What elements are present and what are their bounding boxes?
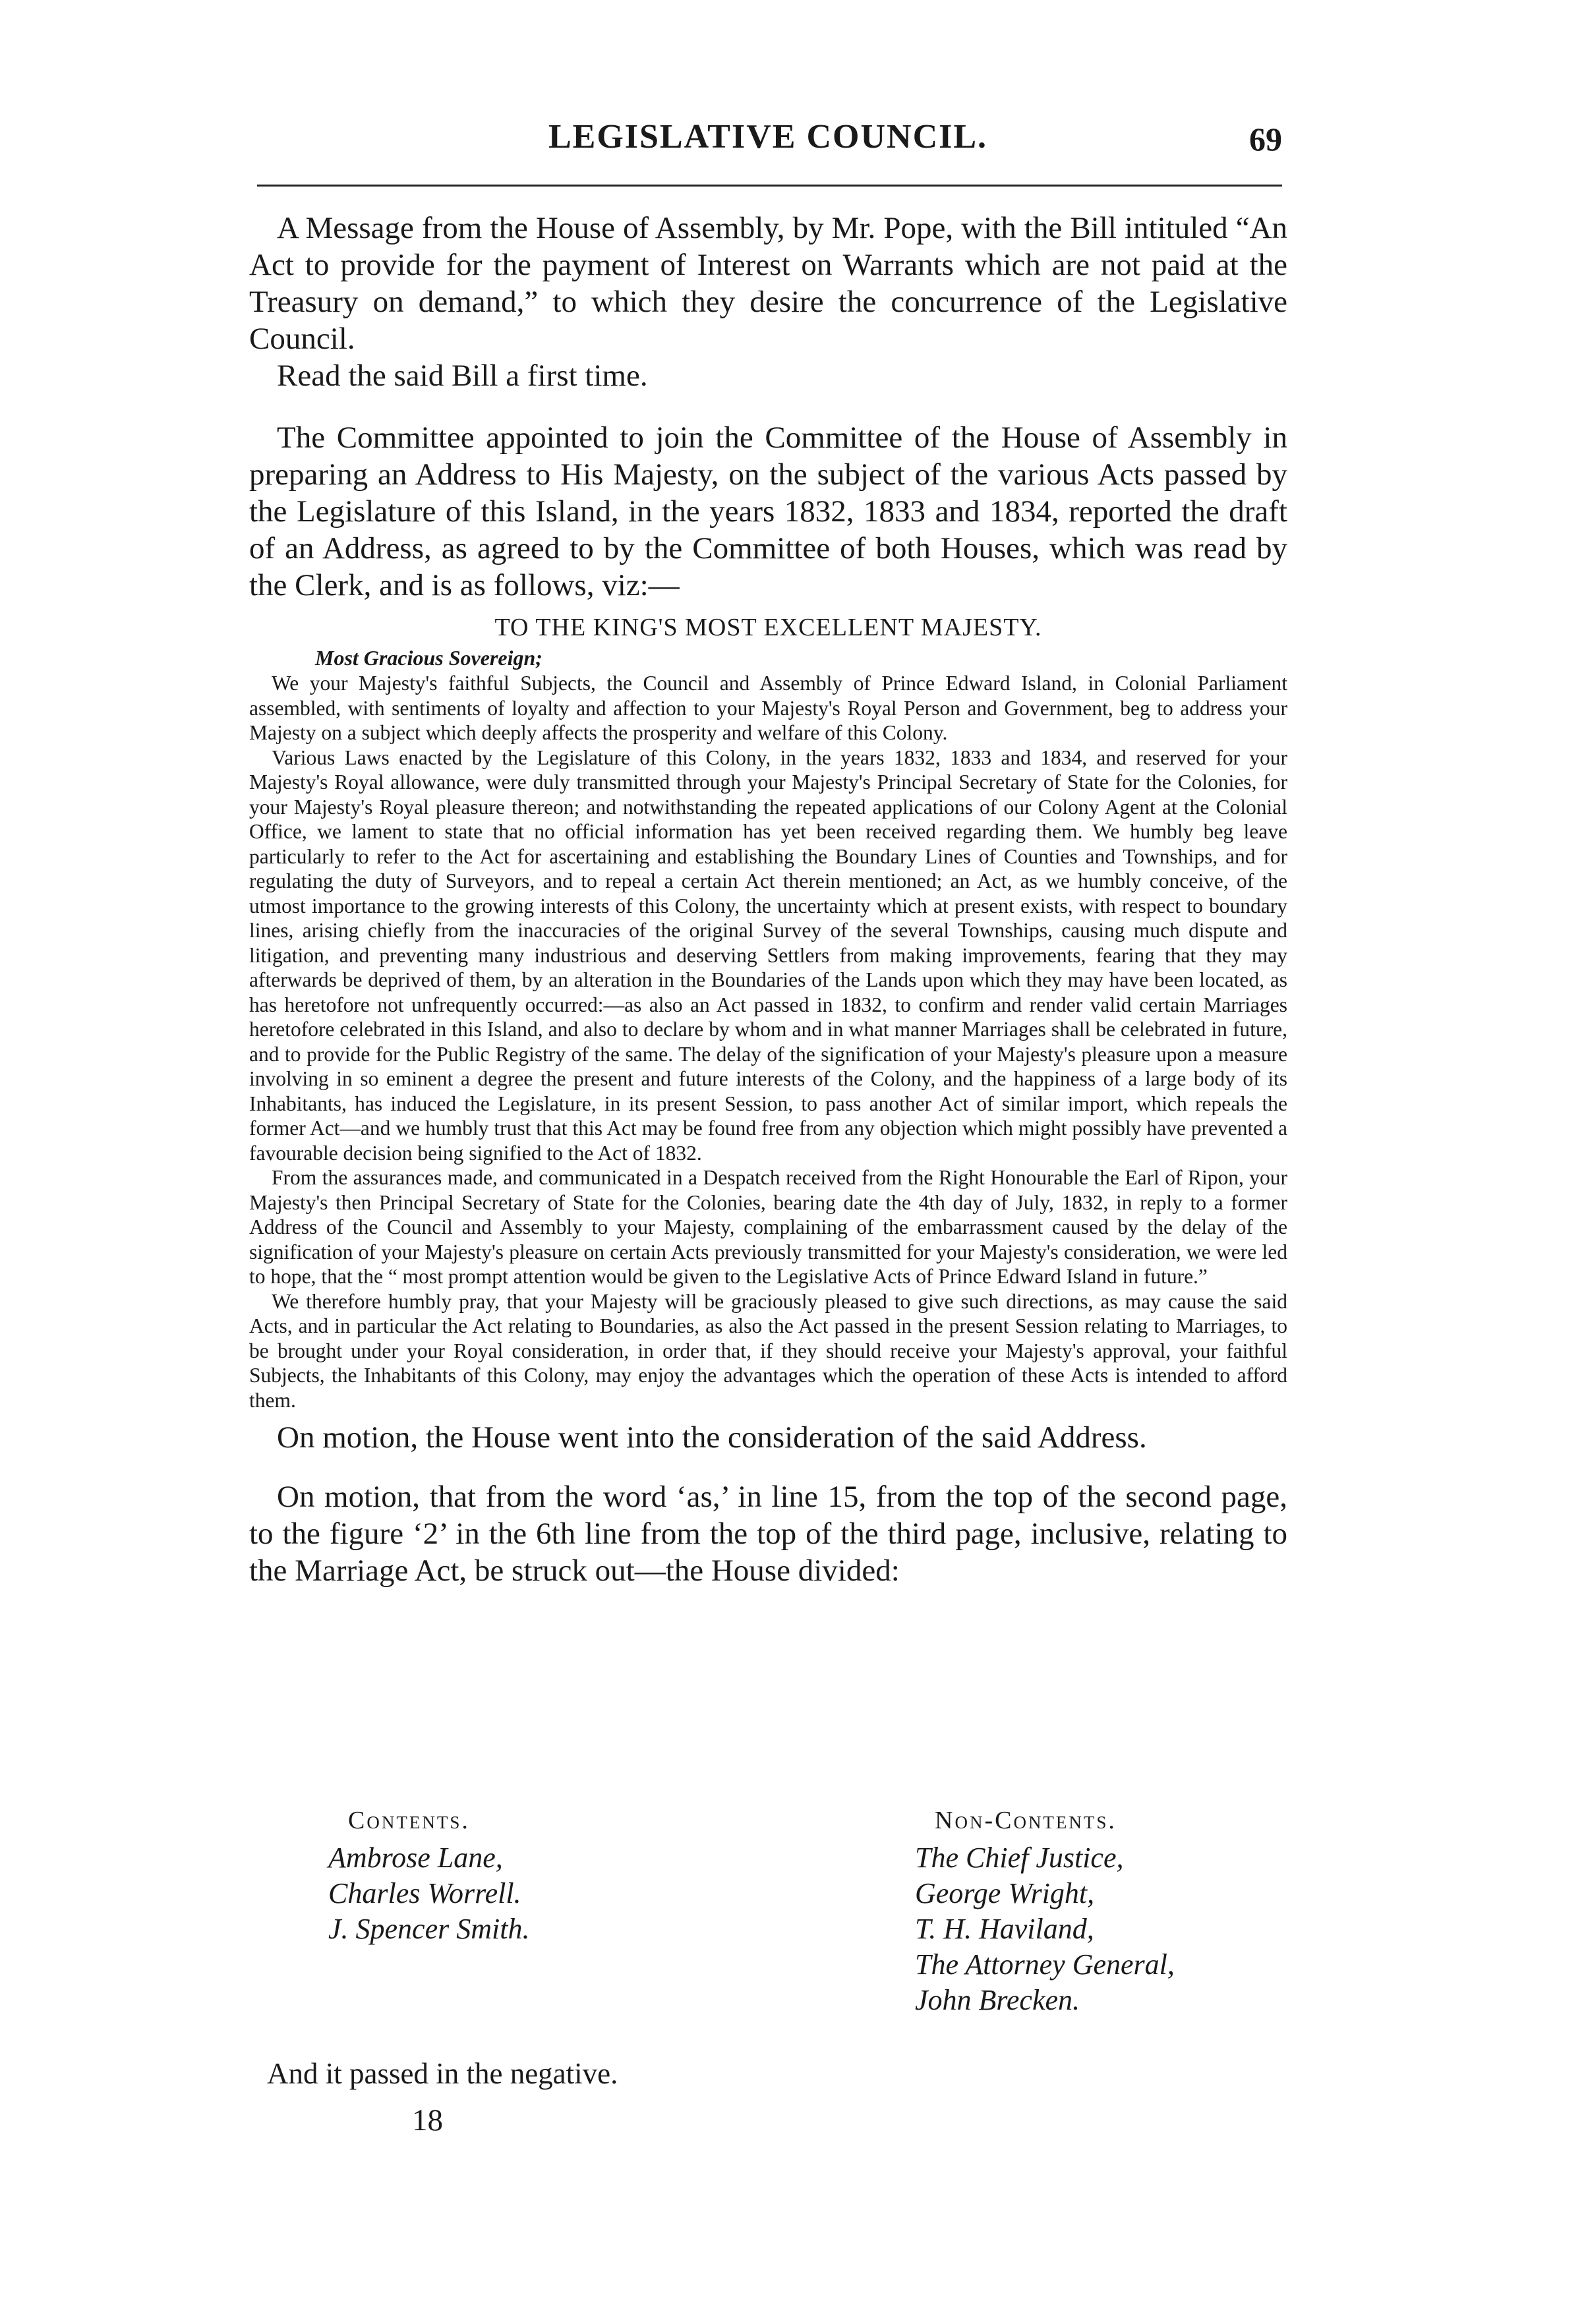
address-paragraph-1: We your Majesty's faithful Subjects, the Council and Assembly of Prince Edward Island, in Colonial Parliament assembled, with sentiments of loyalty and affection to your Majesty's Royal Person and Government, beg to address your Majesty on a subject which deeply affects the prosperity and welfare of this Colony.: [249, 672, 1287, 744]
strike-out-motion: On motion, that from the word ‘as,’ in line 15, from the top of the second page, to the figure ‘2’ in the 6th line from the top of the third page, inclusive, relating to the Marriage Act, be struck out—the House divided:: [249, 1480, 1287, 1588]
non-contents-name: The Chief Justice,: [915, 1842, 1124, 1874]
address-heading: TO THE KING'S MOST EXCELLENT MAJESTY.: [494, 614, 1042, 641]
address-paragraph-4: We therefore humbly pray, that your Majesty will be graciously pleased to give such directions, as may cause the said Acts, and in particular the Act relating to Boundaries, as also the Act passed in the present Session relating to Marriages, to be brought under your Royal consideration, in order that, if they should receive your Majesty's approval, your faithful Subjects, the Inhabitants of this Colony, may enjoy the advantages which the operation of these Acts is intended to afford them.: [249, 1289, 1287, 1412]
address-paragraph-3: From the assurances made, and communicated in a Despatch received from the Right Honourable the Earl of Ripon, your Majesty's then Principal Secretary of State for the Colonies, bearing date the 4th day of July, 1832, in reply to a former Address of the Council and Assembly to your Majesty, complaining of the embarrassment caused by the delay of the signification of your Majesty's pleasure on certain Acts previously transmitted for your Majesty's consideration, we were led to hope, that the “ most prompt attention would be given to the Legislative Acts of Prince Edward Island in future.”: [249, 1166, 1287, 1288]
division-list: [249, 1806, 1287, 2016]
committee-paragraph: The Committee appointed to join the Committee of the House of Assembly in preparing an Address to His Majesty, on the subject of the various Acts passed by the Legislature of this Island, in the years 1832, 1833 and 1834, reported the draft of an Address, as agreed to by the Committee of both Houses, which was read by the Clerk, and is as follows, viz:—: [249, 421, 1287, 602]
non-contents-name: John Brecken.: [915, 1984, 1080, 2016]
non-contents-name: The Attorney General,: [915, 1948, 1175, 1981]
page-header: [254, 117, 1282, 170]
signature-mark: 18: [412, 2103, 443, 2137]
non-contents-heading: Non-Contents.: [935, 1807, 1117, 1834]
non-contents-name: George Wright,: [915, 1877, 1095, 1909]
closing-line: And it passed in the negative.: [267, 2057, 618, 2090]
consideration-motion: On motion, the House went into the consideration of the said Address.: [277, 1420, 1147, 1455]
contents-name: Charles Worrell.: [328, 1877, 521, 1909]
message-paragraph: A Message from the House of Assembly, by Mr. Pope, with the Bill intituled “An Act to provide for the payment of Interest on Warrants which are not paid at the Treasury on demand,” to which they desire the concurrence of the Legislative Council.: [249, 211, 1287, 356]
address-salutation: Most Gracious Sovereign;: [315, 646, 543, 670]
contents-name: Ambrose Lane,: [328, 1842, 503, 1874]
header-rule: [257, 185, 1282, 187]
address-paragraph-2: Various Laws enacted by the Legislature of this Colony, in the years 1832, 1833 and 1834, and reserved for your Majesty's Royal allowance, were duly transmitted through your Majesty's Principal Secretary of State for the Colonies, for your Majesty's Royal pleasure thereon; and notwithstanding the repeated applications of our Colony Agent at the Colonial Office, we lament to state that no official information has yet been received regarding them. We humbly beg leave particularly to refer to the Act for ascertaining and establishing the Boundary Lines of Counties and Townships, and for regulating the duty of Surveyors, and to repeal a certain Act therein mentioned; an Act, as we humbly conceive, of the utmost importance to the growing interests of this Colony, the uncertainty which at present exists, with respect to boundary lines, arising chiefly from the inaccuracies of the original Survey of the several Townships, causing much dispute and litigation, and preventing many industrious and deserving Settlers from making improvements, fearing that they may afterwards be deprived of them, by an alteration in the Boundaries of the Lands upon which they may have been located, as has heretofore not unfrequently occurred:—as also an Act passed in 1832, to confirm and render valid certain Marriages heretofore celebrated in this Island, and also to declare by whom and in what manner Marriages shall be celebrated in future, and to provide for the Public Registry of the same. The delay of the signification of your Majesty's pleasure upon a measure involving in so eminent a degree the present and future interests of the Colony, and the happiness of a large body of its Inhabitants, has induced the Legislature, in its present Session, to pass another Act of similar import, which repeals the former Act—and we humbly trust that this Act may be found free from any objection which might possibly have prevented a favourable decision being signified to the Act of 1832.: [249, 745, 1287, 1165]
contents-heading: Contents.: [348, 1807, 470, 1834]
first-reading-paragraph: Read the said Bill a first time.: [277, 359, 648, 393]
contents-name: J. Spencer Smith.: [328, 1913, 530, 1945]
journal-body: [249, 210, 1287, 1589]
non-contents-column: [915, 1806, 1175, 2018]
page-number: 69: [1249, 121, 1282, 158]
contents-column: [328, 1806, 529, 1947]
non-contents-name: T. H. Haviland,: [915, 1913, 1094, 1945]
running-title: LEGISLATIVE COUNCIL.: [548, 118, 988, 156]
